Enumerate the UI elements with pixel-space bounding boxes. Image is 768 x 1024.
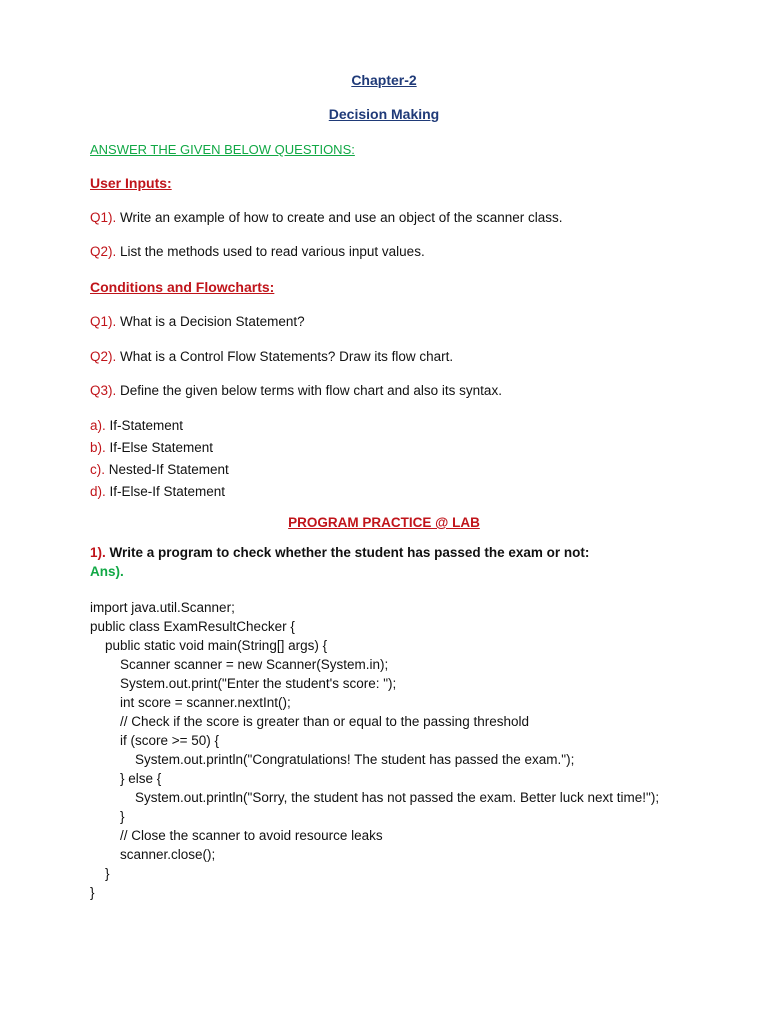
program-question-text: Write a program to check whether the student has passed the exam or not: [105,545,590,560]
term-text: If-Statement [105,418,184,433]
program-practice-title: PROGRAM PRACTICE @ LAB [288,515,480,530]
question-item [90,313,305,331]
code-line: System.out.println("Sorry, the student has not passed the exam. Better luck next time!"); [90,790,660,805]
question-number: Q3). [90,383,117,398]
section-heading-user-inputs: User Inputs: [90,175,172,191]
code-line: System.out.println("Congratulations! The student has passed the exam."); [90,752,575,767]
question-number: Q2). [90,349,117,364]
code-line: } [90,866,110,881]
code-line: public static void main(String[] args) { [90,638,328,653]
answer-label: Ans). [90,564,124,579]
code-line: } [90,809,125,824]
chapter-title: Chapter-2 [351,72,417,88]
code-line: // Close the scanner to avoid resource leaks [90,828,383,843]
term-item [90,417,183,435]
code-line: Scanner scanner = new Scanner(System.in); [90,657,389,672]
section-heading-conditions: Conditions and Flowcharts: [90,279,275,295]
question-text: Define the given below terms with flow chart and also its syntax. [116,383,502,398]
question-number: Q1). [90,210,117,225]
question-text: List the methods used to read various input values. [116,244,425,259]
term-item [90,461,229,479]
term-number: d). [90,484,106,499]
code-line: scanner.close(); [90,847,216,862]
question-item [90,209,563,227]
term-number: b). [90,440,106,455]
code-line: if (score >= 50) { [90,733,220,748]
instruction-line: ANSWER THE GIVEN BELOW QUESTIONS: [90,142,355,157]
question-text: What is a Control Flow Statements? Draw its flow chart. [116,349,454,364]
code-line: } else { [90,771,162,786]
code-line: import java.util.Scanner; [90,600,235,615]
term-text: If-Else-If Statement [105,484,226,499]
term-text: If-Else Statement [105,440,214,455]
term-number: a). [90,418,106,433]
code-line: // Check if the score is greater than or equal to the passing threshold [90,714,529,729]
question-number: Q1). [90,314,117,329]
question-text: What is a Decision Statement? [116,314,305,329]
term-item [90,439,213,457]
program-number: 1). [90,545,106,560]
question-item [90,243,425,261]
code-block [90,598,659,902]
program-question [90,544,589,562]
term-item [90,483,225,501]
code-line: public class ExamResultChecker { [90,619,295,634]
term-number: c). [90,462,105,477]
code-line: System.out.print("Enter the student's score: "); [90,676,397,691]
question-text: Write an example of how to create and use an object of the scanner class. [116,210,563,225]
code-line: int score = scanner.nextInt(); [90,695,291,710]
term-text: Nested-If Statement [105,462,229,477]
code-line: } [90,885,95,900]
question-number: Q2). [90,244,117,259]
question-item [90,348,453,366]
question-item [90,382,502,400]
document-subtitle: Decision Making [328,106,440,122]
